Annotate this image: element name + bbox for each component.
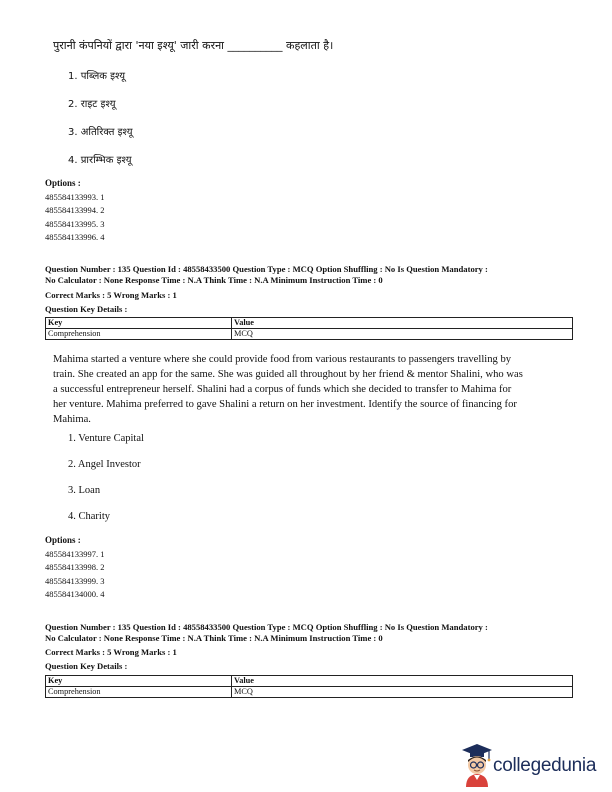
brand-name: collegedunia <box>493 755 597 776</box>
q1-choice-1: 1. पब्लिक इश्यू <box>68 71 126 82</box>
q-meta-line-1: Question Number : 135 Question Id : 48558433500 Question Type : MCQ Option Shuffling : No Is Question Mandatory : <box>45 264 488 274</box>
q1-option-id-1: 485584133993. 1 <box>45 192 105 202</box>
q-meta-line-2: No Calculator : None Response Time : N.A Think Time : N.A Minimum Instruction Time : 0 <box>45 275 383 285</box>
q-meta-line-2: No Calculator : None Response Time : N.A Think Time : N.A Minimum Instruction Time : 0 <box>45 633 383 643</box>
q-meta-line-1: Question Number : 135 Question Id : 48558433500 Question Type : MCQ Option Shuffling : No Is Question Mandatory : <box>45 622 488 632</box>
q2-question-line: her venture. Mahima preferred to gave Shalini a return on her investment. Identify the source of financing for <box>53 399 517 410</box>
q-meta-block-2 <box>45 622 575 644</box>
q1-choice-3: 3. अतिरिक्त इश्यू <box>68 127 133 138</box>
graduate-mascot-icon <box>458 741 494 787</box>
q2-option-id-2: 485584133998. 2 <box>45 562 105 573</box>
table-cell-value: MCQ <box>232 329 573 340</box>
marks-line-2: Correct Marks : 5 Wrong Marks : 1 <box>45 647 177 657</box>
key-details-label-1: Question Key Details : <box>45 304 128 314</box>
q1-choice-4: 4. प्रारम्भिक इश्यू <box>68 155 132 166</box>
q2-choice-2: 2. Angel Investor <box>68 459 141 470</box>
key-details-label-2: Question Key Details : <box>45 661 128 671</box>
table-header-value: Value <box>232 318 573 329</box>
table-header-key: Key <box>46 318 232 329</box>
table-cell-key: Comprehension <box>46 329 232 340</box>
q2-option-id-1: 485584133997. 1 <box>45 549 105 559</box>
q2-question-line: train. She created an app for the same. She was guided all throughout by her friend & mentor Shalini, who was <box>53 369 523 380</box>
table-cell-value: MCQ <box>232 687 573 698</box>
q1-choice-2: 2. राइट इश्यू <box>68 99 116 110</box>
key-value-table-2 <box>45 675 573 698</box>
q2-options-list <box>45 548 105 602</box>
q2-question-line: Mahima started a venture where she could provide food from various restaurants to passengers travelling by <box>53 354 512 365</box>
q2-choice-1: 1. Venture Capital <box>68 433 144 444</box>
q2-option-id-3: 485584133999. 3 <box>45 575 105 586</box>
q2-question-line: Mahima. <box>53 414 91 425</box>
table-header-key: Key <box>46 676 232 687</box>
table-cell-key: Comprehension <box>46 687 232 698</box>
q2-question-text <box>53 352 583 427</box>
q2-question-line: a successful entrepreneur herself. Shalini had a corpus of funds which she decided to transfer to Mahima for <box>53 384 512 395</box>
q2-option-id-4: 485584134000. 4 <box>45 589 105 600</box>
q2-choice-4: 4. Charity <box>68 511 110 522</box>
q2-options-label: Options : <box>45 535 81 545</box>
q-meta-block-1 <box>45 264 575 286</box>
q1-options-label: Options : <box>45 178 81 188</box>
q1-options-list <box>45 191 105 245</box>
marks-line-1: Correct Marks : 5 Wrong Marks : 1 <box>45 290 177 300</box>
q1-option-id-4: 485584133996. 4 <box>45 232 105 243</box>
q1-option-id-3: 485584133995. 3 <box>45 218 105 229</box>
q1-question-text: पुरानी कंपनियों द्वारा 'नया इश्यू' जारी करना __________ कहलाता है। <box>53 39 334 52</box>
q2-choice-3: 3. Loan <box>68 485 101 496</box>
key-value-table-1 <box>45 317 573 340</box>
q1-option-id-2: 485584133994. 2 <box>45 205 105 216</box>
table-header-value: Value <box>232 676 573 687</box>
